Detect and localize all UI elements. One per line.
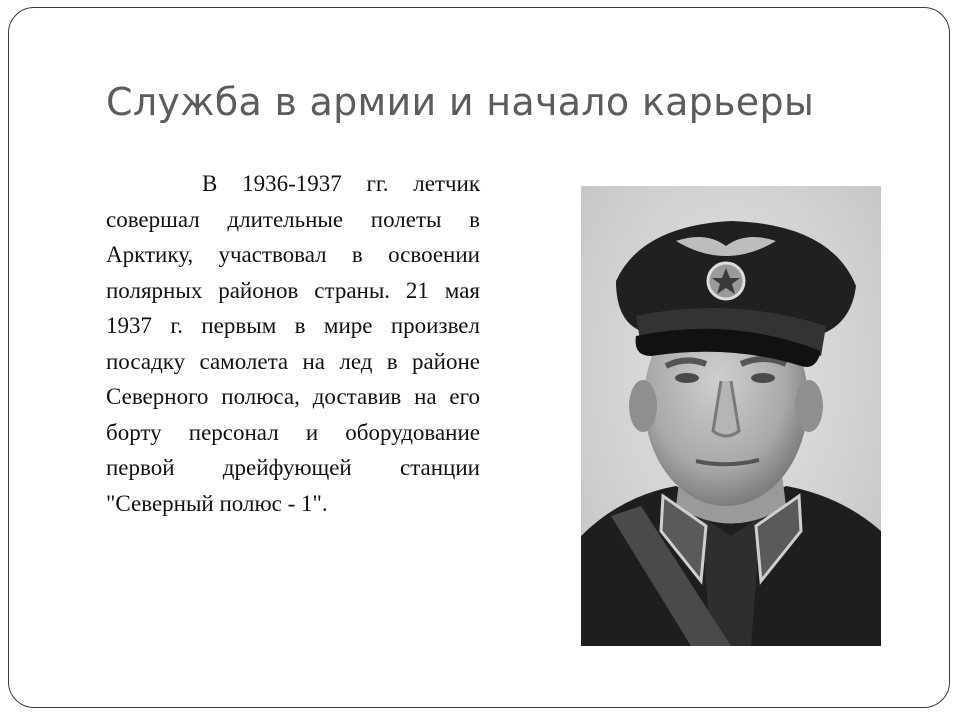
slide-title: Служба в армии и начало карьеры: [106, 80, 815, 124]
slide-body-text: В 1936-1937 гг. летчик совершал длительные полеты в Арктику, участвовал в освоении полярных районов страны. 21 мая 1937 г. первым в мире произвел посадку самолета на лед в районе Северного полюса, доставив на его борту персонал и оборудование первой дрейфующей станции "Северный полюс - 1".: [106, 171, 480, 516]
portrait-illustration: [581, 186, 881, 646]
portrait-photo: [581, 186, 881, 646]
